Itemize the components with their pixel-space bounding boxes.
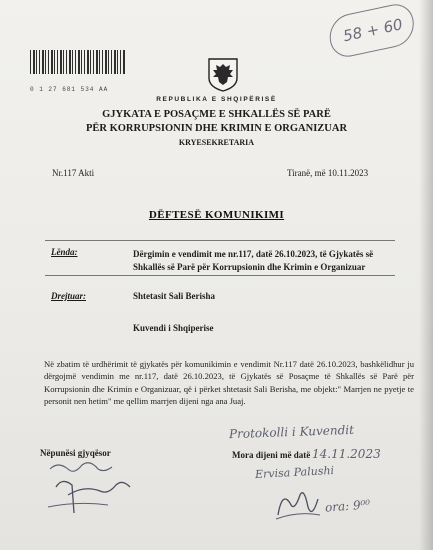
place-date: Tiranë, më 10.11.2023 xyxy=(287,168,369,178)
court-name-line2: PËR KORRUPSIONIN DHE KRIMIN E ORGANIZUAR xyxy=(85,123,348,134)
subject-label: Lënda: xyxy=(51,247,78,257)
handwritten-receipt-date: 14.11.2023 xyxy=(312,447,381,461)
handwritten-receiver-name: Ervisa Palushi xyxy=(254,463,335,482)
document-number: Nr.117 Akti xyxy=(52,168,95,178)
clerk-signature xyxy=(38,455,138,525)
handwritten-protocol-note: Protokolli i Kuvendit xyxy=(228,422,355,442)
republic-heading: REPUBLIKA E SHQIPËRISË xyxy=(156,96,277,103)
divider xyxy=(45,240,395,241)
eagle-emblem-icon xyxy=(206,56,240,92)
body-paragraph: Në zbatim të urdhërimit të gjykatës për komunikimin e vendimit Nr.117 datë 26.10.2023, bashkëlidhur ju dërgojmë vendimin me nr.117, datë 26.10.2023, të Gjykatës së Posaçme të Shkallës së Parë për Korrupsionin dhe Krimin e Organizuar, që i përket shtetasit Sali Berisha, me objekt:" Marrjen ne pyetje te personit nen hetim" me qellim marrjen dijeni nga ana Juaj. xyxy=(44,359,414,406)
handwritten-time: ora: 9⁰⁰ xyxy=(324,497,371,515)
barcode-number: 0 1 27 681 534 AA xyxy=(30,86,109,93)
page-edge-shadow xyxy=(419,0,433,550)
barcode xyxy=(30,50,125,74)
subject-text: Dërgimin e vendimit me nr.117, datë 26.10.2023, të Gjykatës së Shkallës së Parë për Korrupsionin dhe Krimin e Organizuar xyxy=(133,249,374,272)
department-name: KRYESEKRETARIA xyxy=(178,138,255,147)
document-title: DËFTESË KOMUNIKIMI xyxy=(148,209,285,221)
addressee-institution: Kuvendi i Shqiperise xyxy=(133,323,214,333)
acknowledgement-label: Mora dijeni më datë xyxy=(232,450,311,460)
court-name-line1: GJYKATA E POSAÇME E SHKALLËS SË PARË xyxy=(102,109,331,120)
handwritten-note-top: 58 + 60 xyxy=(332,1,427,60)
addressee-name: Shtetasit Sali Berisha xyxy=(133,291,216,301)
receiver-signature xyxy=(272,485,324,525)
addressee-label: Drejtuar: xyxy=(51,291,87,301)
court-clerk-label: Nëpunësi gjyqësor xyxy=(40,448,111,458)
divider xyxy=(45,275,395,276)
